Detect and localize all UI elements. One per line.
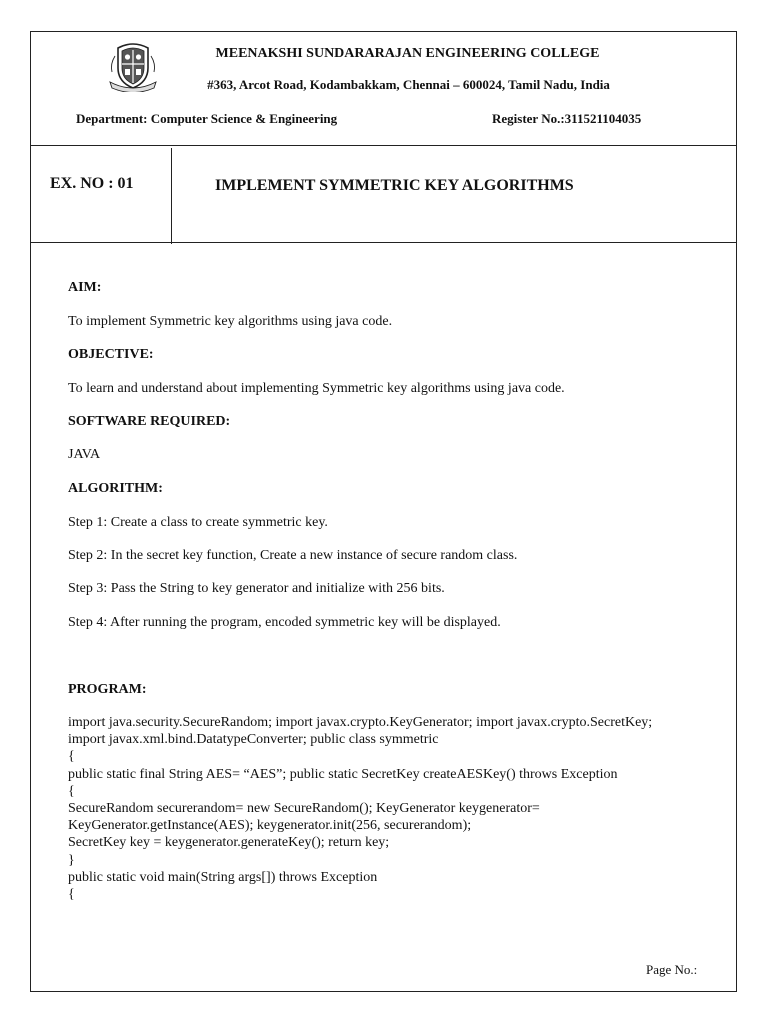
register-number: Register No.:311521104035 (492, 111, 642, 126)
code-line: { (68, 783, 75, 799)
experiment-title: IMPLEMENT SYMMETRIC KEY ALGORITHMS (215, 177, 574, 194)
code-line: import java.security.SecureRandom; import javax.crypto.KeyGenerator; import javax.crypto.SecretKey; (68, 715, 653, 730)
algorithm-heading: ALGORITHM: (68, 481, 163, 496)
aim-text: To implement Symmetric key algorithms using java code. (68, 314, 393, 329)
code-line: KeyGenerator.getInstance(AES); keygenerator.init(256, securerandom); (68, 818, 472, 834)
algorithm-step: Step 4: After running the program, encoded symmetric key will be displayed. (68, 615, 501, 630)
program-code (68, 714, 713, 903)
college-name: MEENAKSHI SUNDARARAJAN ENGINEERING COLLEGE (215, 46, 600, 61)
code-line: SecureRandom securerandom= new SecureRandom(); KeyGenerator keygenerator= (68, 801, 540, 817)
code-line: } (68, 852, 75, 868)
experiment-number: EX. NO : 01 (50, 175, 134, 192)
code-line: { (68, 887, 75, 903)
title-box-bottom-divider (30, 242, 737, 243)
exno-title-divider (171, 148, 172, 244)
software-text: JAVA (68, 447, 101, 462)
objective-heading: OBJECTIVE: (68, 347, 154, 362)
program-heading: PROGRAM: (68, 682, 147, 697)
code-line: public static void main(String args[]) throws Exception (68, 869, 378, 885)
code-line: public static final String AES= “AES”; public static SecretKey createAESKey() throws Exception (68, 766, 618, 782)
software-heading: SOFTWARE REQUIRED: (68, 414, 231, 429)
page-number-label: Page No.: (646, 962, 698, 977)
code-line: { (68, 749, 75, 765)
objective-text: To learn and understand about implementing Symmetric key algorithms using java code. (68, 381, 565, 396)
algorithm-step: Step 1: Create a class to create symmetric key. (68, 515, 328, 530)
header-divider (30, 145, 737, 146)
code-line: SecretKey key = keygenerator.generateKey(); return key; (68, 835, 390, 851)
code-line: import javax.xml.bind.DatatypeConverter; public class symmetric (68, 732, 439, 748)
aim-heading: AIM: (68, 280, 102, 295)
department-label: Department: Computer Science & Engineering (76, 111, 338, 126)
algorithm-step: Step 3: Pass the String to key generator and initialize with 256 bits. (68, 581, 445, 596)
college-address: #363, Arcot Road, Kodambakkam, Chennai – 600024, Tamil Nadu, India (207, 77, 610, 92)
algorithm-step: Step 2: In the secret key function, Create a new instance of secure random class. (68, 548, 518, 563)
